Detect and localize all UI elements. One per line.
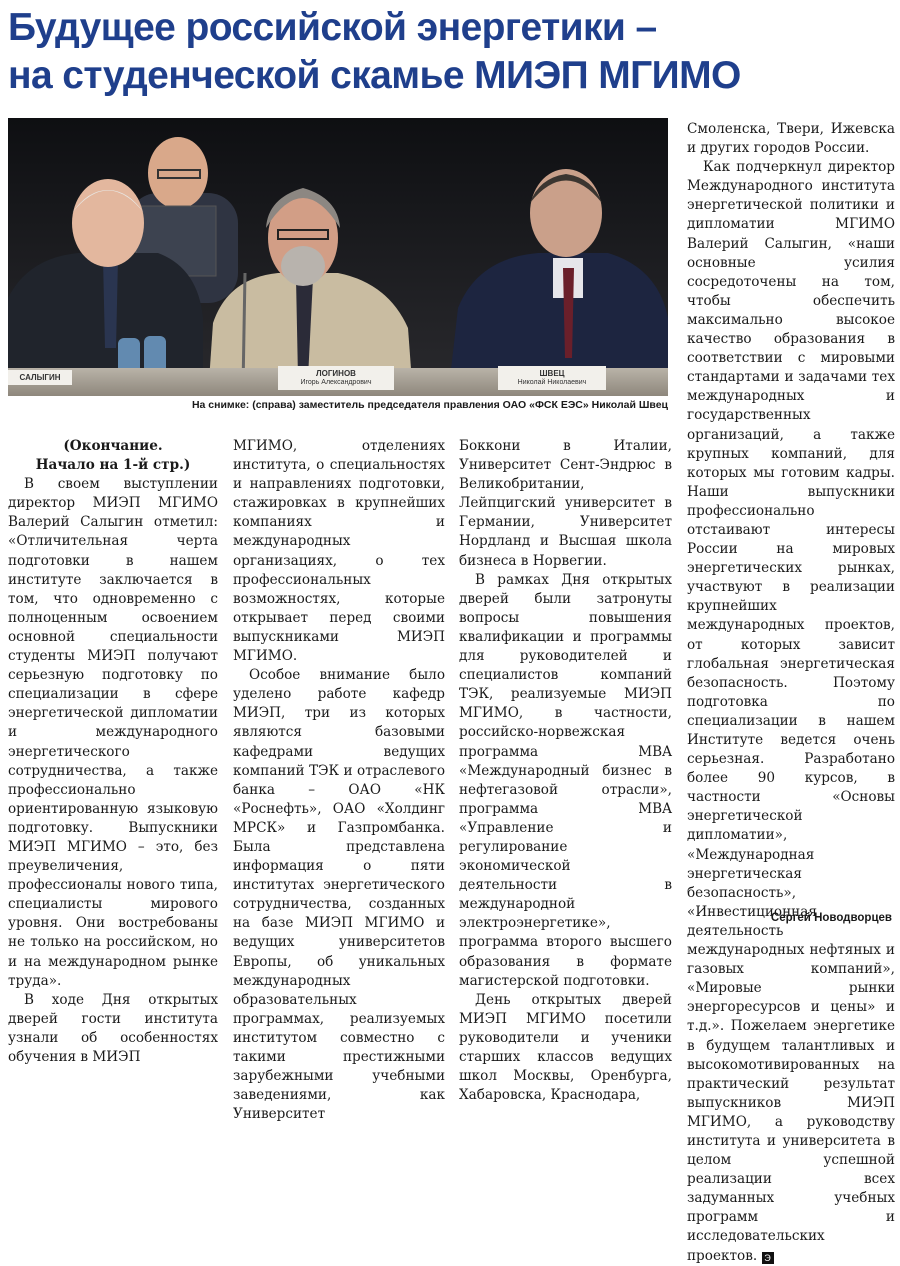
lead-line-1: (Окончание. bbox=[63, 438, 163, 454]
nameplate-loginov bbox=[278, 366, 394, 390]
article-photo bbox=[8, 118, 668, 396]
paragraph: В рамках Дня открытых дверей были затронуты вопросы повышения квалификации и программы для руководителей и специалистов компаний ТЭК, реализуемые МИЭП МГИМО, в частности, российско-норвежская программа MBA «Международный бизнес в нефтегазовой отрасли», программа MBA «Управление и регулирование экономической деятельности в международной электроэнергетике», программа второго высшего образования в формате магистерской подготовки. bbox=[459, 571, 672, 989]
headline-line-1: Будущее российской энергетики – bbox=[8, 6, 657, 49]
paragraph: Особое внимание было уделено работе кафедр МИЭП, три из которых являются базовыми кафедрами ведущих компаний ТЭК и отраслевого банка – ОАО «НК «Роснефть», ОАО «Холдинг МРСК» и Газпромбанка. Была представлена информация о пяти институтах энергетического сотрудничества, созданных на базе МИЭП МГИМО и ведущих университетов Европы, об уникальных международных образовательных программах, реализуемых институтом совместно с такими престижными зарубежными учебными заведениями, как Университет bbox=[233, 667, 445, 1123]
paragraph-continued: МГИМО, отделениях института, о специальностях и направлениях подготовки, стажировках в крупнейших компаниях и международных организациях, о тех профессиональных возможностях, которые открывает перед своими выпускниками МИЭП МГИМО. bbox=[233, 438, 445, 665]
paragraph: День открытых дверей МИЭП МГИМО посетили руководители и ученики старших классов ведущих школ Москвы, Оренбурга, Хабаровска, Краснодара, bbox=[459, 991, 672, 1104]
paragraph: В своем выступлении директор МИЭП МГИМО Валерий Салыгин отметил: «Отличительная черта подготовки в нашем институте заключается в том, что одновременно с полноценным освоением основной специальности студенты МИЭП получают серьезную подготовку по специализации в сфере энергетической дипломатии и международного энергетического сотрудничества, а также профессионально ориентированную языковую подготовку. Выпускники МИЭП МГИМО – это, без преувеличения, профессионалы нового типа, специалисты мирового уровня. Они востребованы не только на российском, но и на международном рынке труда». bbox=[8, 476, 218, 989]
author-signature: Сергей Новодворцев bbox=[770, 912, 892, 924]
paragraph-continued: Смоленска, Твери, Ижевска и других городов России. bbox=[687, 121, 895, 157]
paragraph-final bbox=[687, 158, 895, 1265]
column-1 bbox=[8, 437, 218, 1067]
column-4 bbox=[687, 120, 895, 1266]
nameplate-surname: ЛОГИНОВ bbox=[316, 369, 356, 378]
paragraph-final-text: Как подчеркнул директор Международного института энергетической политики и дипломатии МГИМО Валерий Салыгин, «наши основные усилия сосредоточены на том, чтобы обеспечить максимально высокое качество образования в соответствии с мировыми стандартами и задачами тех международных и государственных организаций, а также крупных компаний, для которых мы готовим кадры. Наши выпускники профессионально отстаивают интересы России на мировых энергетических рынках, участвуют в реализации крупнейших международных проектов, от которых зависит глобальная энергетическая безопасность. Поэтому подготовка по специализации в нашем Институте ведется очень серьезная. Разработано более 90 курсов, в частности «Основы энергетической дипломатии», «Международная энергетическая безопасность», «Инвестиционная деятельность международных нефтяных и газовых компаний», «Мировые рынки энергоресурсов и цены» и т.д.». Пожелаем энергетике в будущем талантливых и высокомотивированных на практический результат выпускников МИЭП МГИМО, а руководству института и университета в целом успешной реализации всех задуманных учебных программ и исследовательских проектов. bbox=[687, 159, 895, 1264]
nameplate-shvets bbox=[498, 366, 606, 390]
end-of-article-icon: Э bbox=[762, 1252, 774, 1264]
nameplate-name: Николай Николаевич bbox=[517, 379, 587, 386]
paragraph: В ходе Дня открытых дверей гости института узнали об особенностях обучения в МИЭП bbox=[8, 991, 218, 1065]
nameplate-saligin bbox=[8, 370, 72, 385]
photo-illustration bbox=[8, 118, 668, 396]
column-3 bbox=[459, 437, 672, 1105]
nameplate-surname: САЛЫГИН bbox=[19, 373, 61, 382]
lead-line-2: Начало на 1-й стр.) bbox=[35, 457, 191, 474]
nameplate-surname: ШВЕЦ bbox=[539, 369, 565, 378]
photo-caption: На снимке: (справа) заместитель председателя правления ОАО «ФСК ЕЭС» Николай Швец bbox=[191, 399, 668, 411]
headline-line-2: на студенческой скамье МИЭП МГИМО bbox=[8, 54, 741, 97]
nameplate-name: Игорь Александрович bbox=[300, 379, 372, 386]
headline bbox=[8, 4, 893, 100]
column-2 bbox=[233, 437, 445, 1124]
paragraph-continued: Боккони в Италии, Университет Сент-Эндрюс в Великобритании, Лейпцигский университет в Германии, Университет Нордланд и Высшая школа бизнеса в Норвегии. bbox=[459, 438, 672, 569]
